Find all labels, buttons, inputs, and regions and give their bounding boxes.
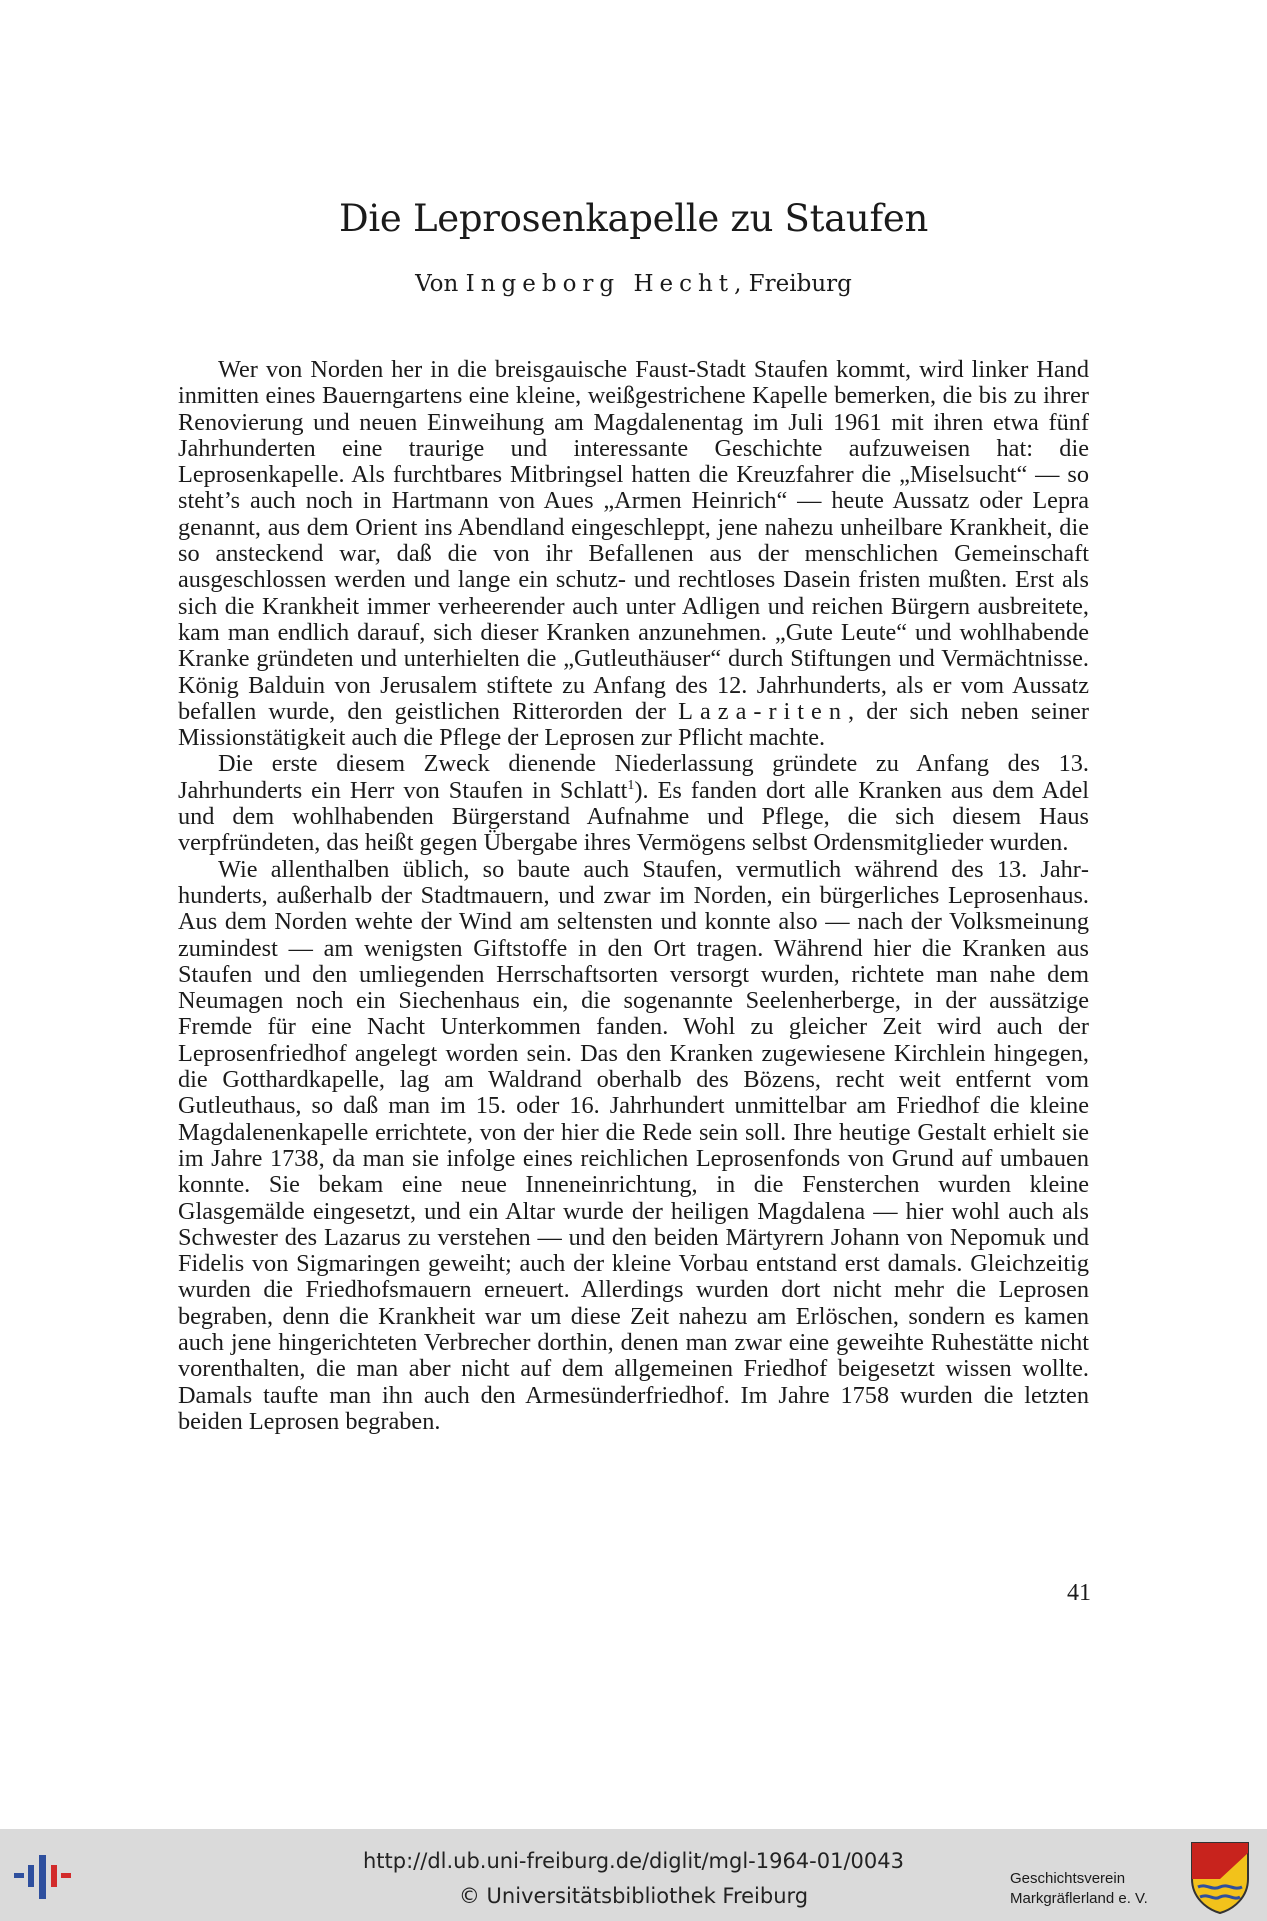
article-byline: [0, 271, 1267, 297]
footnote-mark: 1: [627, 777, 635, 793]
coat-of-arms-icon: [1188, 1839, 1252, 1915]
article-body: [178, 357, 1089, 1435]
footer-url-link[interactable]: http://dl.ub.uni-freiburg.de/diglit/mgl-1964-01/0043: [362, 1849, 904, 1873]
org-line-2: Markgräflerland e. V.: [1010, 1890, 1148, 1907]
article-title: Die Leprosenkapelle zu Staufen: [339, 196, 928, 240]
spaced-term-lazariten: Laza-riten: [678, 697, 848, 725]
footer-copyright: © Universitätsbibliothek Freiburg: [458, 1884, 809, 1908]
paragraph-1-tail: , der sich neben seiner Missionstätigkeit auch die Pflege der Leprosen zur Pflicht machte.: [178, 697, 1089, 752]
paragraph-2: [178, 751, 1089, 856]
author-place: , Freiburg: [734, 271, 852, 297]
paragraph-2-text: Die erste diesem Zweck dienende Niederlassung gründete zu Anfang des 13. Jahrhunderts ein Herr von Staufen in Schlatt: [178, 750, 1089, 804]
footer-organization: [1010, 1869, 1185, 1909]
footer-bar: [0, 1829, 1267, 1921]
paragraph-3: Wie allenthalben üblich, so baute auch Staufen, vermutlich während des 13. Jahrhunderts, außerhalb der Stadtmauern, und zwar im Norden, ein bürgerliches Leprosenhaus. Aus dem Norden wehte der Wind am seltensten und konnte also — nach der Volksmeinung zumindest — am wenigsten Giftstoffe in den Ort tragen. Während hier die Kranken aus Staufen und den umliegenden Herrschaftsorten versorgt wurden, richtete man nahe dem Neumagen noch ein Siechenhaus ein, die sogenannte Seelenherberge, in der aussätzige Fremde für eine Nacht Unterkommen fanden. Wohl zu gleicher Zeit wird auch der Leprosenfriedhof angelegt worden sein. Das den Kranken zugewiesene Kirchlein hingegen, die Gotthardkapelle, lag am Waldrand oberhalb des Bözens, recht weit entfernt vom Gutleuthaus, so daß man im 15. oder 16. Jahrhundert unmittelbar am Friedhof die kleine Magdalenenkapelle errichtete, von der hier die Rede sein soll. Ihre heutige Gestalt erhielt sie im Jahre 1738, da man sie infolge eines reichlichen Leprosenfonds von Grund auf umbauen konnte. Sie bekam eine neue Inneneinrichtung, in die Fensterchen wurden kleine Glasgemälde eingesetzt, und ein Altar wurde der heiligen Magdalena — hier wohl auch als Schwester des Lazarus zu verstehen — und den beiden Märtyrern Johann von Nepomuk und Fidelis von Sigmaringen geweiht; auch der kleine Vorbau entstand erst damals. Gleichzeitig wurden die Friedhofsmauern erneuert. Allerdings wurden dort nicht mehr die Leprosen begraben, denn die Krankheit war um diese Zeit nahezu am Erlöschen, sondern es kamen auch jene hingerichteten Verbrecher dorthin, denen man zwar eine geweihte Ruhestätte nicht vorenthalten, die man aber nicht auf dem allgemeinen Friedhof beigesetzt wissen wollte. Damals taufte man ihn auch den Armesünderfriedhof. Im Jahre 1758 wurden die letzten beiden Leprosen begraben.: [178, 855, 1089, 1435]
paragraph-1-text: Wer von Norden her in die breisgauische Faust-Stadt Staufen kommt, wird linker Hand inmitten eines Bauerngartens eine kleine, weißgestrichene Kapelle bemerken, die bis zu ihrer Renovierung und neuen Einweihung am Magdalenentag im Juli 1961 mit ihren etwa fünf Jahrhunderten eine traurige und interessante Geschichte aufzuweisen hat: die Leprosenkapelle. Als furchtbares Mitbringsel hatten die Kreuzfahrer die „Miselsucht“ — so steht’s auch noch in Hartmann von Aues „Armen Heinrich“ — heute Aussatz oder Lepra genannt, aus dem Orient ins Abendland eingeschleppt, jene nahezu unheilbare Krankheit, die so ansteckend war, daß die von ihr Befallenen aus der menschlichen Gemeinschaft ausgeschlossen werden und lange ein schutz- und rechtloses Dasein fristen mußten. Erst als sich die Krankheit immer verheerender auch unter Adligen und reichen Bürgern ausbreitete, kam man endlich darauf, sich dieser Kranken anzunehmen. „Gute Leute“ und wohlhabende Kranke gründeten und unterhielten die „Gutleuthäuser“ durch Stiftungen und Vermächtnisse. König Balduin von Jerusalem stiftete zu Anfang des 12. Jahrhunderts, als er vom Aussatz befallen wurde, den geistlichen Ritterorden der: [178, 356, 1089, 725]
byline-prefix: Von: [415, 271, 459, 297]
paragraph-2-tail: ). Es fanden dort alle Kranken aus dem Adel und dem wohlhabenden Bürgerstand Aufnahme und Pflege, die sich diesem Haus verpfründeten, das heißt gegen Übergabe ihres Vermögens selbst Ordensmitglieder wurden.: [178, 776, 1089, 857]
page-number: 41: [1067, 1580, 1091, 1606]
org-line-1: Geschichtsverein: [1010, 1870, 1126, 1887]
author-name: Ingeborg Hecht: [465, 271, 735, 297]
paragraph-1: [178, 357, 1089, 751]
